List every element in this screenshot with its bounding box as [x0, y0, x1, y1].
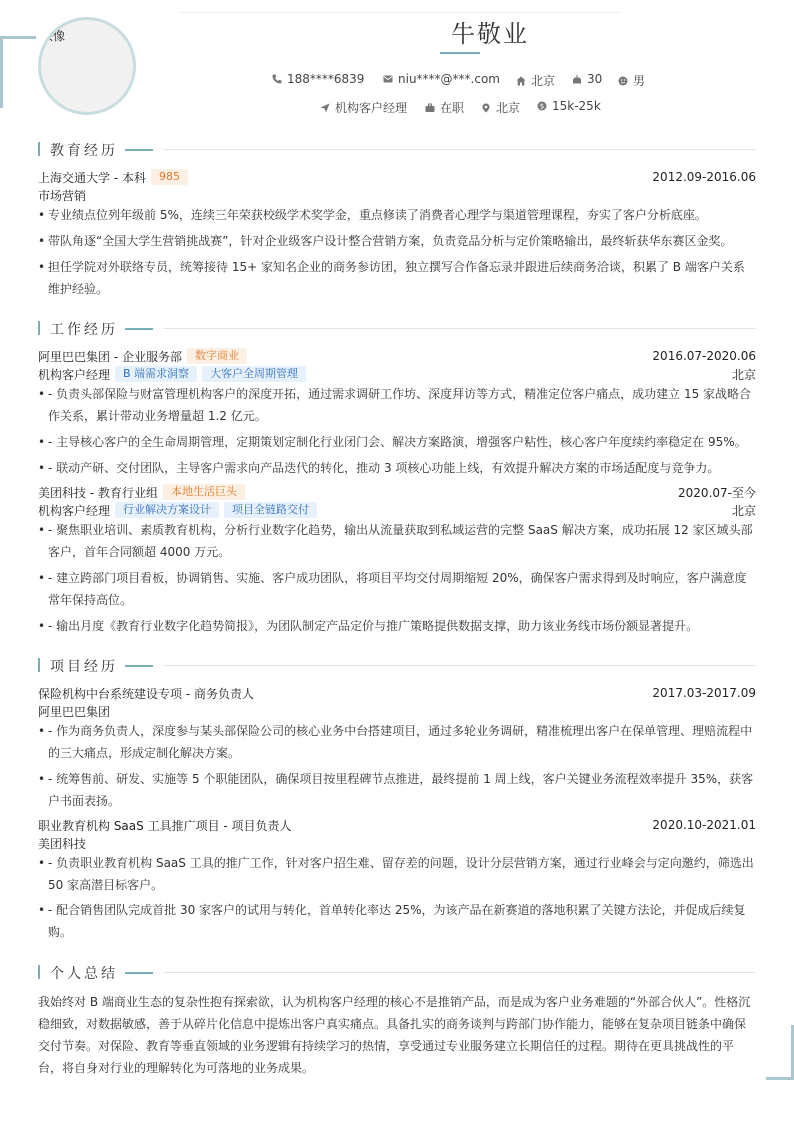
phone-icon	[272, 74, 282, 84]
list-item: • - 联动产研、交付团队，主导客户需求向产品迭代的转化，推动 3 项核心功能上线，有效提升解决方案的市场适配度与竞争力。	[38, 457, 756, 479]
project-name: 职业教育机构 SaaS 工具推广项目 - 项目负责人	[38, 818, 292, 833]
briefcase-icon	[425, 103, 435, 113]
job-company-row	[38, 483, 756, 501]
phone-info	[272, 72, 364, 86]
section-title: 工作经历	[50, 322, 118, 338]
school-tag: 985	[151, 169, 188, 185]
gender: 男	[633, 74, 646, 88]
section-summary-header	[38, 963, 756, 981]
education-major-row	[38, 186, 756, 204]
education-date: 2012.09-2016.06	[652, 170, 756, 184]
list-item: • - 配合销售团队完成首批 30 家客户的试用与转化，首单转化率达 25%，为该产品在新赛道的落地积累了关键方法论，并促成后续复购。	[38, 899, 756, 943]
company-tag: 本地生活巨头	[163, 484, 245, 500]
skill-tag: 项目全链路交付	[224, 502, 317, 518]
list-item: • 担任学院对外联络专员，统筹接待 15+ 家知名企业的商务参访团，独立撰写合作备忘录并跟进后续商务洽谈，积累了 B 端客户关系维护经验。	[38, 256, 756, 300]
list-item: • 专业绩点位列年级前 5%，连续三年荣获校级学术奖学金，重点修读了消费者心理学与渠道管理课程，夯实了客户分析底座。	[38, 204, 756, 226]
project-org-row	[38, 702, 756, 720]
job-location: 北京	[731, 367, 756, 382]
summary-text: 我始终对 B 端商业生态的复杂性抱有探索欲，认为机构客户经理的核心不是推销产品，而是成为客户业务难题的“外部合伙人”。性格沉稳细致，对数据敏感，善于从碎片化信息中提炼出客户真实痛点。具备扎实的商务谈判与跨部门协作能力，能够在复杂项目链条中确保交付节奏。对保险、教育等垂直领域的业务逻辑有持续学习的热情，享受通过专业服务建立长期信任的过程。期待在更具挑战性的平台，将自身对行业的理解转化为可落地的业务成果。	[38, 995, 751, 1075]
project-org-row	[38, 834, 756, 852]
list-item: • - 输出月度《教育行业数字化趋势简报》，为团队制定产品定价与推广策略提供数据支撑，助力该业务线市场份额显著提升。	[38, 615, 756, 637]
name-underline	[440, 52, 480, 54]
phone-number: 188****6839	[287, 72, 365, 86]
employment-status: 在职	[440, 101, 465, 115]
money-icon	[537, 101, 547, 111]
header-divider	[180, 12, 620, 13]
list-item: • - 主导核心客户的全生命周期管理，定期策划定制化行业闭门会、解决方案路演，增强客户粘性，核心客户年度续约率稳定在 95%。	[38, 431, 756, 453]
education-school-row	[38, 168, 756, 186]
section-title: 项目经历	[50, 659, 118, 675]
job-role-row	[38, 365, 756, 383]
avatar	[38, 17, 136, 115]
section-title: 教育经历	[50, 143, 118, 159]
job-location: 北京	[731, 503, 756, 518]
job-date: 2020.07-至今	[678, 485, 756, 500]
job-target-info	[320, 99, 407, 116]
project-org: 美团科技	[38, 836, 87, 851]
email-address: niu****@***.com	[398, 72, 500, 86]
city: 北京	[531, 74, 556, 88]
face-icon	[618, 76, 628, 86]
job-role: 机构客户经理	[38, 367, 111, 382]
company-tag: 数字商业	[187, 348, 247, 364]
project-date: 2017.03-2017.09	[652, 686, 756, 700]
skill-tag: 大客户全周期管理	[202, 366, 306, 382]
list-item: • - 聚焦职业培训、素质教育机构，分析行业数字化趋势，输出从流量获取到私域运营的完整 SaaS 解决方案，成功拓展 12 家区域头部客户，首年合同额超 4000 万元。	[38, 519, 756, 563]
location-icon	[481, 103, 491, 113]
section-title: 个人总结	[50, 966, 118, 982]
list-item: • - 负责职业教育机构 SaaS 工具的推广工作，针对客户招生难、留存差的问题，设计分层营销方案，通过行业峰会与定向邀约，筛选出 50 家高潜目标客户。	[38, 852, 756, 896]
project-title-row	[38, 684, 756, 702]
skill-tag: B 端需求洞察	[115, 366, 197, 382]
job-date: 2016.07-2020.06	[652, 349, 756, 363]
job-role: 机构客户经理	[38, 503, 111, 518]
project-date: 2020.10-2021.01	[652, 818, 756, 832]
list-item: • - 统筹售前、研发、实施等 5 个职能团队，确保项目按里程碑节点推进，最终提前 1 周上线，客户关键业务流程效率提升 35%，获客户书面表扬。	[38, 768, 756, 812]
status-info	[425, 99, 464, 116]
target-city: 北京	[496, 101, 521, 115]
skill-tag: 行业解决方案设计	[115, 502, 219, 518]
avatar-alt-text: 头像	[41, 29, 66, 43]
age-info	[572, 72, 602, 86]
salary-info	[537, 99, 601, 113]
section-education-header	[38, 140, 756, 158]
city-info	[516, 72, 555, 89]
project-org: 阿里巴巴集团	[38, 704, 111, 719]
age: 30	[587, 72, 603, 86]
job-role-row	[38, 501, 756, 519]
candidate-name: 牛敬业	[451, 20, 529, 48]
target-city-info	[481, 99, 520, 116]
job-target: 机构客户经理	[335, 101, 408, 115]
list-item: • 带队角逐“全国大学生营销挑战赛”，针对企业级客户设计整合营销方案，负责竞品分析与定价策略输出，最终斩获华东赛区金奖。	[38, 230, 756, 252]
project-name: 保险机构中台系统建设专项 - 商务负责人	[38, 686, 254, 701]
major: 市场营销	[38, 188, 87, 203]
school-name: 上海交通大学 - 本科	[38, 170, 146, 185]
list-item: • - 负责头部保险与财富管理机构客户的深度开拓，通过需求调研工作坊、深度拜访等方式，精准定位客户痛点，成功建立 15 家战略合作关系，累计带动业务增量超 1.2 亿元。	[38, 383, 756, 427]
email-info	[383, 72, 500, 86]
mail-icon	[383, 74, 393, 84]
cake-icon	[572, 74, 582, 84]
company-name: 美团科技 - 教育行业组	[38, 485, 158, 500]
svg-text:$: $	[539, 102, 545, 111]
list-item: • - 建立跨部门项目看板，协调销售、实施、客户成功团队，将项目平均交付周期缩短 20%，确保客户需求得到及时响应，客户满意度常年保持高位。	[38, 567, 756, 611]
job-company-row	[38, 347, 756, 365]
gender-info	[618, 72, 645, 89]
project-title-row	[38, 816, 756, 834]
home-icon	[516, 76, 526, 86]
company-name: 阿里巴巴集团 - 企业服务部	[38, 349, 182, 364]
expected-salary: 15k-25k	[552, 99, 601, 113]
send-icon	[320, 103, 330, 113]
section-projects-header	[38, 656, 756, 674]
section-work-header	[38, 319, 756, 337]
list-item: • - 作为商务负责人，深度参与某头部保险公司的核心业务中台搭建项目，通过多轮业务调研，精准梳理出客户在保单管理、理赔流程中的三大痛点，形成定制化解决方案。	[38, 720, 756, 764]
